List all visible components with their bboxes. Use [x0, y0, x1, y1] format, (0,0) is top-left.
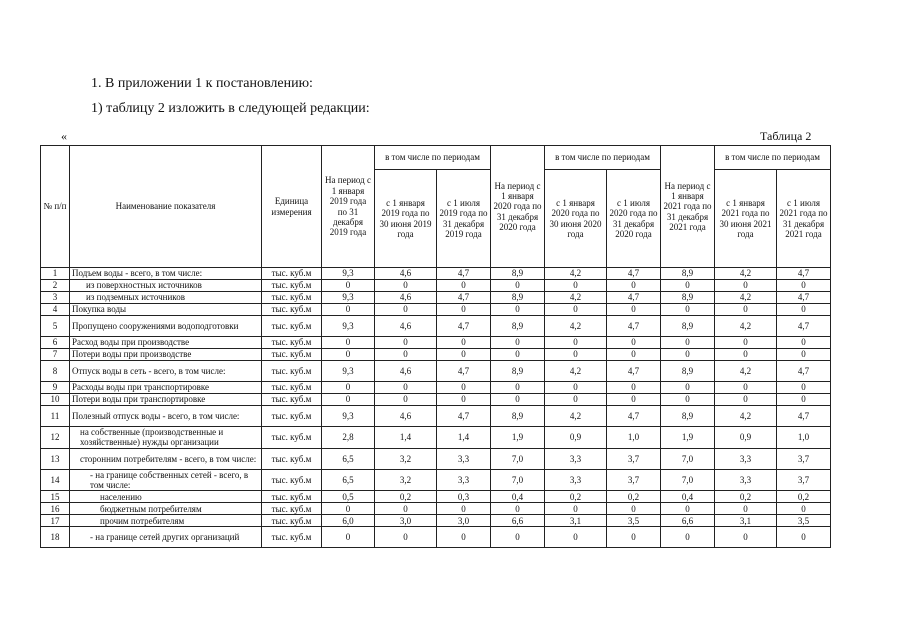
table-row: [41, 515, 831, 527]
row-number: 1: [41, 268, 70, 280]
cell-value: 6,5: [322, 448, 375, 469]
cell-value: 0: [661, 349, 715, 361]
table-caption: Таблица 2: [760, 129, 812, 143]
cell-value: 0: [777, 280, 831, 292]
cell-value: 3,3: [437, 448, 491, 469]
row-number: 17: [41, 515, 70, 527]
cell-value: 9,3: [322, 268, 375, 280]
header-h2-2019: с 1 июля 2019 года по 31 декабря 2019 года: [437, 170, 491, 268]
row-name: Расходы воды при транспортировке: [70, 382, 262, 394]
row-unit: тыс. куб.м: [262, 304, 322, 316]
cell-value: 4,7: [777, 316, 831, 337]
row-unit: тыс. куб.м: [262, 292, 322, 304]
cell-value: 0: [491, 394, 545, 406]
header-number: № п/п: [41, 146, 70, 268]
cell-value: 0: [715, 527, 777, 548]
row-name: - на границе сетей других организаций: [70, 527, 262, 548]
row-unit: тыс. куб.м: [262, 361, 322, 382]
cell-value: 9,3: [322, 292, 375, 304]
cell-value: 0,2: [777, 491, 831, 503]
cell-value: 0: [607, 337, 661, 349]
instruction-line-2: 1) таблицу 2 изложить в следующей редакции:: [91, 101, 370, 116]
cell-value: 0: [375, 304, 437, 316]
cell-value: 0,2: [545, 491, 607, 503]
cell-value: 0: [491, 382, 545, 394]
row-name: Расход воды при производстве: [70, 337, 262, 349]
cell-value: 0,4: [491, 491, 545, 503]
cell-value: 0: [715, 349, 777, 361]
cell-value: 4,7: [777, 361, 831, 382]
cell-value: 4,7: [437, 361, 491, 382]
row-unit: тыс. куб.м: [262, 280, 322, 292]
cell-value: 4,2: [545, 361, 607, 382]
header-h2-2021: с 1 июля 2021 года по 31 декабря 2021 года: [777, 170, 831, 268]
row-name: Отпуск воды в сеть - всего, в том числе:: [70, 361, 262, 382]
cell-value: 9,3: [322, 316, 375, 337]
table-row: [41, 280, 831, 292]
table-row: [41, 268, 831, 280]
cell-value: 0: [715, 382, 777, 394]
cell-value: 7,0: [661, 469, 715, 491]
cell-value: 4,2: [715, 292, 777, 304]
row-unit: тыс. куб.м: [262, 491, 322, 503]
cell-value: 0: [661, 394, 715, 406]
cell-value: 0: [491, 527, 545, 548]
header-period-2020: На период с 1 января 2020 года по 31 декабря 2020 года: [491, 146, 545, 268]
cell-value: 0,5: [322, 491, 375, 503]
cell-value: 0: [545, 280, 607, 292]
cell-value: 0,4: [661, 491, 715, 503]
header-including-2019: в том числе по периодам: [375, 146, 491, 170]
table-row: [41, 382, 831, 394]
cell-value: 0: [607, 280, 661, 292]
table-row: [41, 469, 831, 491]
row-name: прочим потребителям: [70, 515, 262, 527]
cell-value: 3,2: [375, 448, 437, 469]
cell-value: 0: [607, 503, 661, 515]
cell-value: 0,9: [715, 427, 777, 449]
cell-value: 0: [607, 394, 661, 406]
cell-value: 4,6: [375, 406, 437, 427]
row-unit: тыс. куб.м: [262, 382, 322, 394]
cell-value: 4,2: [545, 316, 607, 337]
cell-value: 0: [545, 337, 607, 349]
cell-value: 4,7: [607, 316, 661, 337]
cell-value: 3,7: [607, 448, 661, 469]
cell-value: 0: [777, 527, 831, 548]
cell-value: 0: [661, 304, 715, 316]
cell-value: 4,7: [607, 292, 661, 304]
row-number: 6: [41, 337, 70, 349]
table-header: [41, 146, 831, 268]
cell-value: 0,2: [375, 491, 437, 503]
cell-value: 3,3: [715, 448, 777, 469]
cell-value: 0: [607, 349, 661, 361]
cell-value: 0: [491, 503, 545, 515]
cell-value: 0,3: [437, 491, 491, 503]
row-number: 15: [41, 491, 70, 503]
cell-value: 0: [777, 503, 831, 515]
row-unit: тыс. куб.м: [262, 394, 322, 406]
cell-value: 0: [322, 527, 375, 548]
row-number: 4: [41, 304, 70, 316]
table-row: [41, 361, 831, 382]
cell-value: 0: [661, 382, 715, 394]
instruction-line-1: 1. В приложении 1 к постановлению:: [91, 76, 313, 91]
table-row: [41, 337, 831, 349]
header-indicator-name: Наименование показателя: [70, 146, 262, 268]
header-unit: Единица измерения: [262, 146, 322, 268]
row-name: населению: [70, 491, 262, 503]
cell-value: 0: [715, 280, 777, 292]
cell-value: 0: [661, 280, 715, 292]
cell-value: 0: [322, 382, 375, 394]
row-name: Пропущено сооружениями водоподготовки: [70, 316, 262, 337]
header-h1-2019: с 1 января 2019 года по 30 июня 2019 года: [375, 170, 437, 268]
row-unit: тыс. куб.м: [262, 469, 322, 491]
table-row: [41, 406, 831, 427]
row-number: 14: [41, 469, 70, 491]
cell-value: 0: [715, 337, 777, 349]
cell-value: 0: [715, 304, 777, 316]
cell-value: 0: [322, 280, 375, 292]
cell-value: 0: [545, 394, 607, 406]
row-unit: тыс. куб.м: [262, 427, 322, 449]
cell-value: 4,2: [545, 268, 607, 280]
cell-value: 0: [375, 503, 437, 515]
cell-value: 0: [322, 394, 375, 406]
cell-value: 1,9: [491, 427, 545, 449]
cell-value: 0,9: [545, 427, 607, 449]
table-row: [41, 427, 831, 449]
cell-value: 7,0: [491, 448, 545, 469]
row-number: 16: [41, 503, 70, 515]
cell-value: 3,5: [777, 515, 831, 527]
row-name: Потери воды при транспортировке: [70, 394, 262, 406]
cell-value: 0,2: [715, 491, 777, 503]
cell-value: 0: [777, 349, 831, 361]
cell-value: 0: [491, 280, 545, 292]
cell-value: 0: [375, 349, 437, 361]
cell-value: 0: [491, 349, 545, 361]
row-unit: тыс. куб.м: [262, 515, 322, 527]
cell-value: 4,7: [777, 406, 831, 427]
cell-value: 0: [607, 527, 661, 548]
cell-value: 4,2: [715, 361, 777, 382]
table-row: [41, 503, 831, 515]
cell-value: 0: [375, 280, 437, 292]
cell-value: 0: [491, 304, 545, 316]
cell-value: 7,0: [661, 448, 715, 469]
header-period-2019: На период с 1 января 2019 года по 31 декабря 2019 года: [322, 146, 375, 268]
cell-value: 0: [437, 527, 491, 548]
row-number: 9: [41, 382, 70, 394]
cell-value: 0,2: [607, 491, 661, 503]
cell-value: 4,2: [545, 406, 607, 427]
cell-value: 3,5: [607, 515, 661, 527]
cell-value: 1,0: [777, 427, 831, 449]
cell-value: 0: [375, 527, 437, 548]
row-number: 10: [41, 394, 70, 406]
row-unit: тыс. куб.м: [262, 503, 322, 515]
cell-value: 8,9: [491, 361, 545, 382]
header-period-2021: На период с 1 января 2021 года по 31 декабря 2021 года: [661, 146, 715, 268]
cell-value: 2,8: [322, 427, 375, 449]
row-name: на собственные (производственные и хозяйственные) нужды организации: [70, 427, 262, 449]
cell-value: 4,2: [545, 292, 607, 304]
cell-value: 7,0: [491, 469, 545, 491]
row-unit: тыс. куб.м: [262, 527, 322, 548]
cell-value: 0: [777, 382, 831, 394]
cell-value: 0: [715, 394, 777, 406]
cell-value: 8,9: [661, 361, 715, 382]
table-row: [41, 491, 831, 503]
row-number: 3: [41, 292, 70, 304]
cell-value: 3,0: [375, 515, 437, 527]
header-including-2021: в том числе по периодам: [715, 146, 831, 170]
row-unit: тыс. куб.м: [262, 448, 322, 469]
row-number: 5: [41, 316, 70, 337]
row-number: 7: [41, 349, 70, 361]
cell-value: 0: [375, 337, 437, 349]
cell-value: 0: [375, 382, 437, 394]
cell-value: 0: [777, 304, 831, 316]
cell-value: 4,6: [375, 292, 437, 304]
cell-value: 3,7: [777, 469, 831, 491]
cell-value: 4,7: [777, 292, 831, 304]
row-name: Полезный отпуск воды - всего, в том числе:: [70, 406, 262, 427]
table-row: [41, 349, 831, 361]
row-number: 8: [41, 361, 70, 382]
table-row: [41, 394, 831, 406]
cell-value: 3,3: [715, 469, 777, 491]
cell-value: 3,3: [437, 469, 491, 491]
row-number: 18: [41, 527, 70, 548]
table-row: [41, 448, 831, 469]
cell-value: 4,7: [607, 361, 661, 382]
water-balance-table: [40, 145, 831, 548]
cell-value: 0: [607, 382, 661, 394]
table-row: [41, 316, 831, 337]
cell-value: 0: [437, 280, 491, 292]
cell-value: 4,7: [607, 268, 661, 280]
cell-value: 4,2: [715, 268, 777, 280]
cell-value: 9,3: [322, 361, 375, 382]
row-name: Подъем воды - всего, в том числе:: [70, 268, 262, 280]
opening-quote: «: [61, 129, 67, 143]
cell-value: 0: [715, 503, 777, 515]
cell-value: 6,0: [322, 515, 375, 527]
cell-value: 0: [437, 349, 491, 361]
cell-value: 0: [545, 527, 607, 548]
cell-value: 0: [545, 503, 607, 515]
cell-value: 1,0: [607, 427, 661, 449]
cell-value: 0: [322, 304, 375, 316]
cell-value: 0: [491, 337, 545, 349]
cell-value: 3,7: [607, 469, 661, 491]
cell-value: 3,3: [545, 469, 607, 491]
cell-value: 0: [661, 527, 715, 548]
cell-value: 0: [322, 337, 375, 349]
cell-value: 4,2: [715, 406, 777, 427]
cell-value: 6,6: [491, 515, 545, 527]
cell-value: 0: [545, 304, 607, 316]
row-number: 11: [41, 406, 70, 427]
cell-value: 3,0: [437, 515, 491, 527]
cell-value: 4,7: [437, 316, 491, 337]
cell-value: 4,2: [715, 316, 777, 337]
header-h1-2021: с 1 января 2021 года по 30 июня 2021 года: [715, 170, 777, 268]
row-unit: тыс. куб.м: [262, 316, 322, 337]
cell-value: 4,7: [777, 268, 831, 280]
cell-value: 0: [661, 503, 715, 515]
cell-value: 0: [437, 382, 491, 394]
row-number: 13: [41, 448, 70, 469]
cell-value: 6,6: [661, 515, 715, 527]
cell-value: 0: [322, 349, 375, 361]
cell-value: 0: [545, 349, 607, 361]
cell-value: 0: [545, 382, 607, 394]
row-name: Потери воды при производстве: [70, 349, 262, 361]
row-name: - на границе собственных сетей - всего, в том числе:: [70, 469, 262, 491]
cell-value: 8,9: [491, 268, 545, 280]
cell-value: 0: [437, 394, 491, 406]
table-row: [41, 527, 831, 548]
cell-value: 8,9: [661, 316, 715, 337]
row-name: Покупка воды: [70, 304, 262, 316]
cell-value: 4,6: [375, 268, 437, 280]
header-h1-2020: с 1 января 2020 года по 30 июня 2020 года: [545, 170, 607, 268]
row-name: из поверхностных источников: [70, 280, 262, 292]
header-including-2020: в том числе по периодам: [545, 146, 661, 170]
row-unit: тыс. куб.м: [262, 349, 322, 361]
cell-value: 1,4: [437, 427, 491, 449]
table-row: [41, 292, 831, 304]
cell-value: 4,7: [437, 268, 491, 280]
cell-value: 4,6: [375, 361, 437, 382]
cell-value: 8,9: [661, 268, 715, 280]
row-number: 12: [41, 427, 70, 449]
row-name: бюджетным потребителям: [70, 503, 262, 515]
cell-value: 0: [322, 503, 375, 515]
cell-value: 8,9: [661, 406, 715, 427]
cell-value: 3,1: [715, 515, 777, 527]
cell-value: 4,7: [607, 406, 661, 427]
cell-value: 4,7: [437, 292, 491, 304]
cell-value: 0: [437, 503, 491, 515]
cell-value: 3,1: [545, 515, 607, 527]
cell-value: 0: [661, 337, 715, 349]
row-unit: тыс. куб.м: [262, 268, 322, 280]
cell-value: 0: [375, 394, 437, 406]
cell-value: 3,3: [545, 448, 607, 469]
cell-value: 8,9: [661, 292, 715, 304]
cell-value: 3,2: [375, 469, 437, 491]
table-row: [41, 304, 831, 316]
cell-value: 0: [437, 304, 491, 316]
table-body: [41, 268, 831, 548]
row-unit: тыс. куб.м: [262, 406, 322, 427]
row-name: из подземных источников: [70, 292, 262, 304]
cell-value: 9,3: [322, 406, 375, 427]
cell-value: 6,5: [322, 469, 375, 491]
cell-value: 0: [607, 304, 661, 316]
cell-value: 8,9: [491, 316, 545, 337]
cell-value: 8,9: [491, 406, 545, 427]
cell-value: 4,7: [437, 406, 491, 427]
cell-value: 3,7: [777, 448, 831, 469]
row-name: сторонним потребителям - всего, в том числе:: [70, 448, 262, 469]
row-number: 2: [41, 280, 70, 292]
cell-value: 4,6: [375, 316, 437, 337]
cell-value: 0: [777, 337, 831, 349]
header-h2-2020: с 1 июля 2020 года по 31 декабря 2020 года: [607, 170, 661, 268]
cell-value: 1,4: [375, 427, 437, 449]
cell-value: 0: [777, 394, 831, 406]
row-unit: тыс. куб.м: [262, 337, 322, 349]
cell-value: 0: [437, 337, 491, 349]
cell-value: 1,9: [661, 427, 715, 449]
cell-value: 8,9: [491, 292, 545, 304]
